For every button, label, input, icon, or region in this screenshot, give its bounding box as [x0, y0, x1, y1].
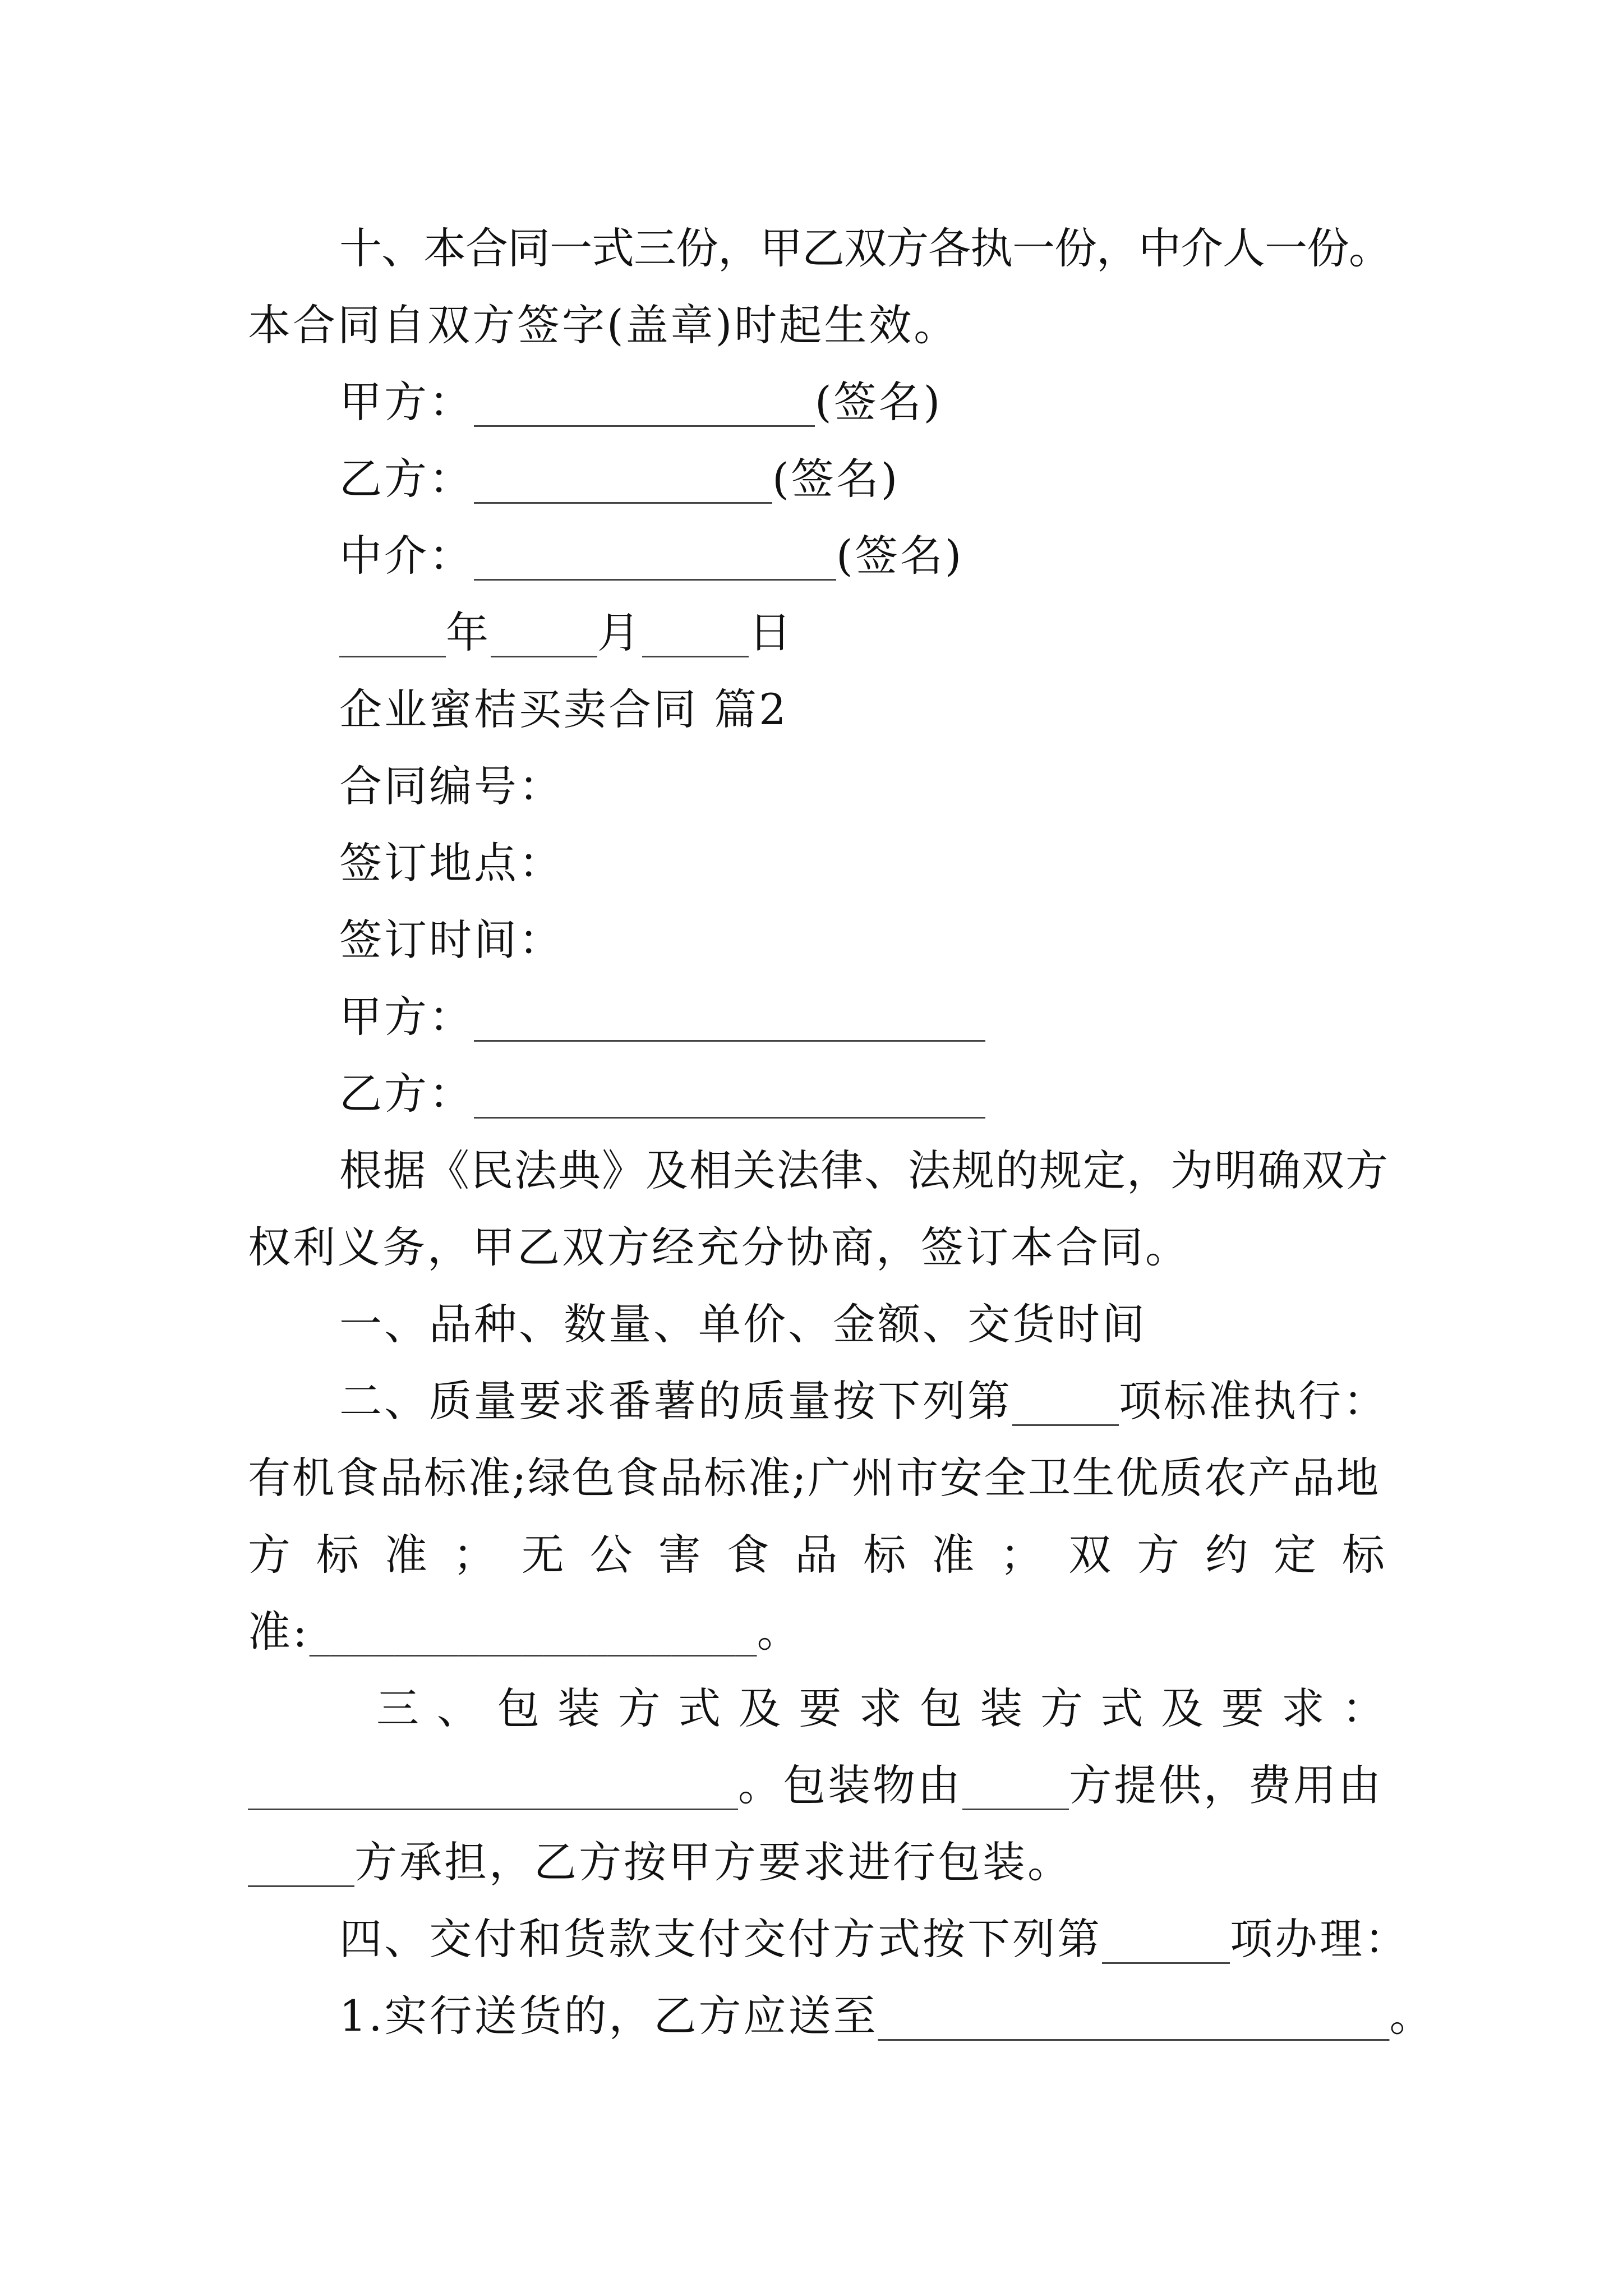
signature-party-a: 甲方：________________(签名)	[339, 377, 943, 427]
clause-4-line-1: 四、交付和货款支付交付方式按下列第______项办理：	[339, 1914, 1409, 1964]
clause-3-line-3: _____方承担，乙方按甲方要求进行包装。	[248, 1837, 1072, 1887]
signature-party-b: 乙方：______________(签名)	[339, 454, 900, 504]
fill-in-blank-line: _____________________	[309, 1607, 757, 1657]
clause-2-line-2: 有机食品标准;绿色食品标准;广州市安全卫生优质农产品地	[248, 1453, 1380, 1503]
signing-time-label: 签订时间：	[339, 915, 564, 965]
fill-in-blank-line: ______	[1102, 1914, 1230, 1964]
signature-date: _____年_____月_____日	[339, 608, 794, 657]
preamble-line-1: 根据《民法典》及相关法律、法规的规定，为明确双方	[339, 1145, 1389, 1195]
clause-1-heading: 一、品种、数量、单价、金额、交货时间	[339, 1299, 1147, 1349]
signing-place-label: 签订地点：	[339, 838, 564, 888]
contract-number-label: 合同编号：	[339, 761, 564, 811]
fill-in-blank-line: _____	[1012, 1376, 1119, 1426]
party-a-field: 甲方：________________________	[339, 992, 985, 1042]
fill-in-blank-line: _______________________	[248, 1760, 738, 1810]
clause-10-line-1: 十、本合同一式三份，甲乙双方各执一份，中介人一份。	[339, 223, 1391, 273]
clause-10-line-2: 本合同自双方签字(盖章)时起生效。	[248, 300, 959, 350]
clause-4-item-1: 1.实行送货的，乙方应送至________________________。	[339, 1991, 1435, 2041]
clause-3-line-2: _______________________。包装物由_____方提供，费用由	[248, 1760, 1383, 1810]
clause-2-line-4: 准:_____________________。	[248, 1607, 802, 1657]
preamble-line-2: 权利义务，甲乙双方经充分协商，签订本合同。	[248, 1222, 1190, 1272]
clause-2-line-3: 方标准；无公害食品标准；双方约定标	[248, 1530, 1387, 1580]
contract-title: 企业蜜桔买卖合同 篇2	[339, 684, 789, 734]
fill-in-blank-line: ________________________	[474, 992, 985, 1042]
fill-in-blank-line: _____	[248, 1837, 354, 1887]
clause-2-line-1: 二、质量要求番薯的质量按下列第_____项标准执行：	[339, 1376, 1388, 1426]
fill-in-blank-line: _____	[491, 608, 597, 657]
clause-3-line-1: 三、包装方式及要求包装方式及要求：	[376, 1683, 1387, 1733]
fill-in-blank-line: ________________	[474, 377, 815, 427]
fill-in-blank-line: ________________________	[474, 1069, 985, 1119]
party-b-field: 乙方：________________________	[339, 1069, 985, 1119]
fill-in-blank-line: _________________	[474, 531, 836, 581]
fill-in-blank-line: ______________	[474, 454, 772, 504]
fill-in-blank-line: _____	[642, 608, 749, 657]
signature-intermediary: 中介：_________________(签名)	[339, 531, 964, 581]
fill-in-blank-line: ________________________	[878, 1991, 1390, 2041]
fill-in-blank-line: _____	[339, 608, 446, 657]
fill-in-blank-line: _____	[962, 1760, 1069, 1810]
